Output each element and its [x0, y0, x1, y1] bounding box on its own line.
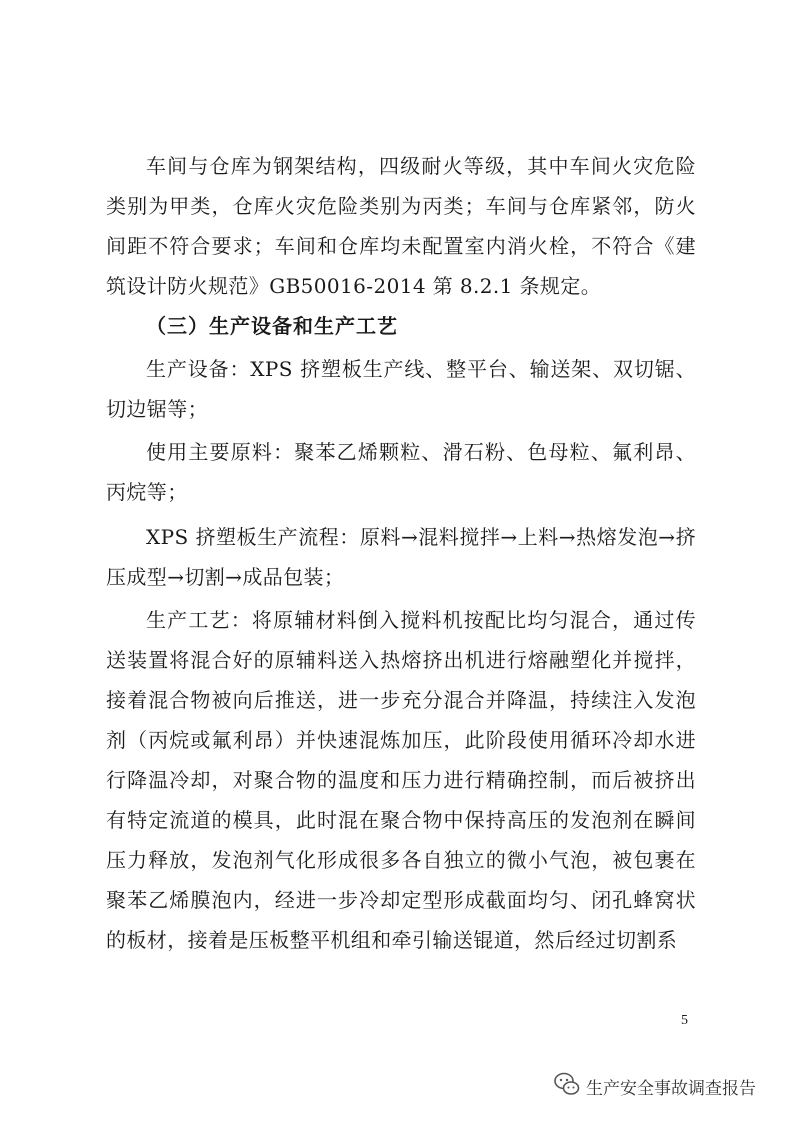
watermark — [552, 1068, 756, 1104]
paragraph-production-flow: XPS 挤塑板生产流程：原料→混料搅拌→上料→热熔发泡→挤压成型→切割→成品包装； — [106, 525, 696, 589]
paragraph-production-process: 生产工艺：将原辅材料倒入搅料机按配比均匀混合，通过传送装置将混合好的原辅料送入热熔挤出机进行熔融塑化并搅拌，接着混合物被向后推送，进一步充分混合并降温，持续注入发泡剂（丙烷或氟利昂）并快速混炼加压，此阶段使用循环冷却水进行降温冷却，对聚合物的温度和压力进行精确控制，而后被挤出有特定流道的模具，此时混在聚合物中保持高压的发泡剂在瞬间压力释放，发泡剂气化形成很多各自独立的微小气泡，被包裹在聚苯乙烯膜泡内，经进一步冷却定型形成截面均匀、闭孔蜂窝状的板材，接着是压板整平机组和牵引输送锟道，然后经过切割系 — [106, 608, 696, 952]
watermark-text: 生产安全事故调查报告 — [586, 1078, 756, 1099]
paragraph-building-structure: 车间与仓库为钢架结构，四级耐火等级，其中车间火灾危险类别为甲类，仓库火灾危险类别为丙类；车间与仓库紧邻，防火间距不符合要求；车间和仓库均未配置室内消火栓，不符合《建筑设计防火规范》GB50016-2014 第 8.2.1 条规定。 — [106, 154, 696, 298]
page-number: 5 — [681, 1013, 688, 1028]
paragraph-equipment: 生产设备：XPS 挤塑板生产线、整平台、输送架、双切锯、切边锯等； — [106, 357, 696, 421]
paragraph-raw-materials: 使用主要原料：聚苯乙烯颗粒、滑石粉、色母粒、氟利昂、丙烷等； — [106, 440, 696, 504]
wechat-icon — [552, 1069, 586, 1104]
section-heading: （三）生产设备和生产工艺 — [146, 314, 398, 338]
